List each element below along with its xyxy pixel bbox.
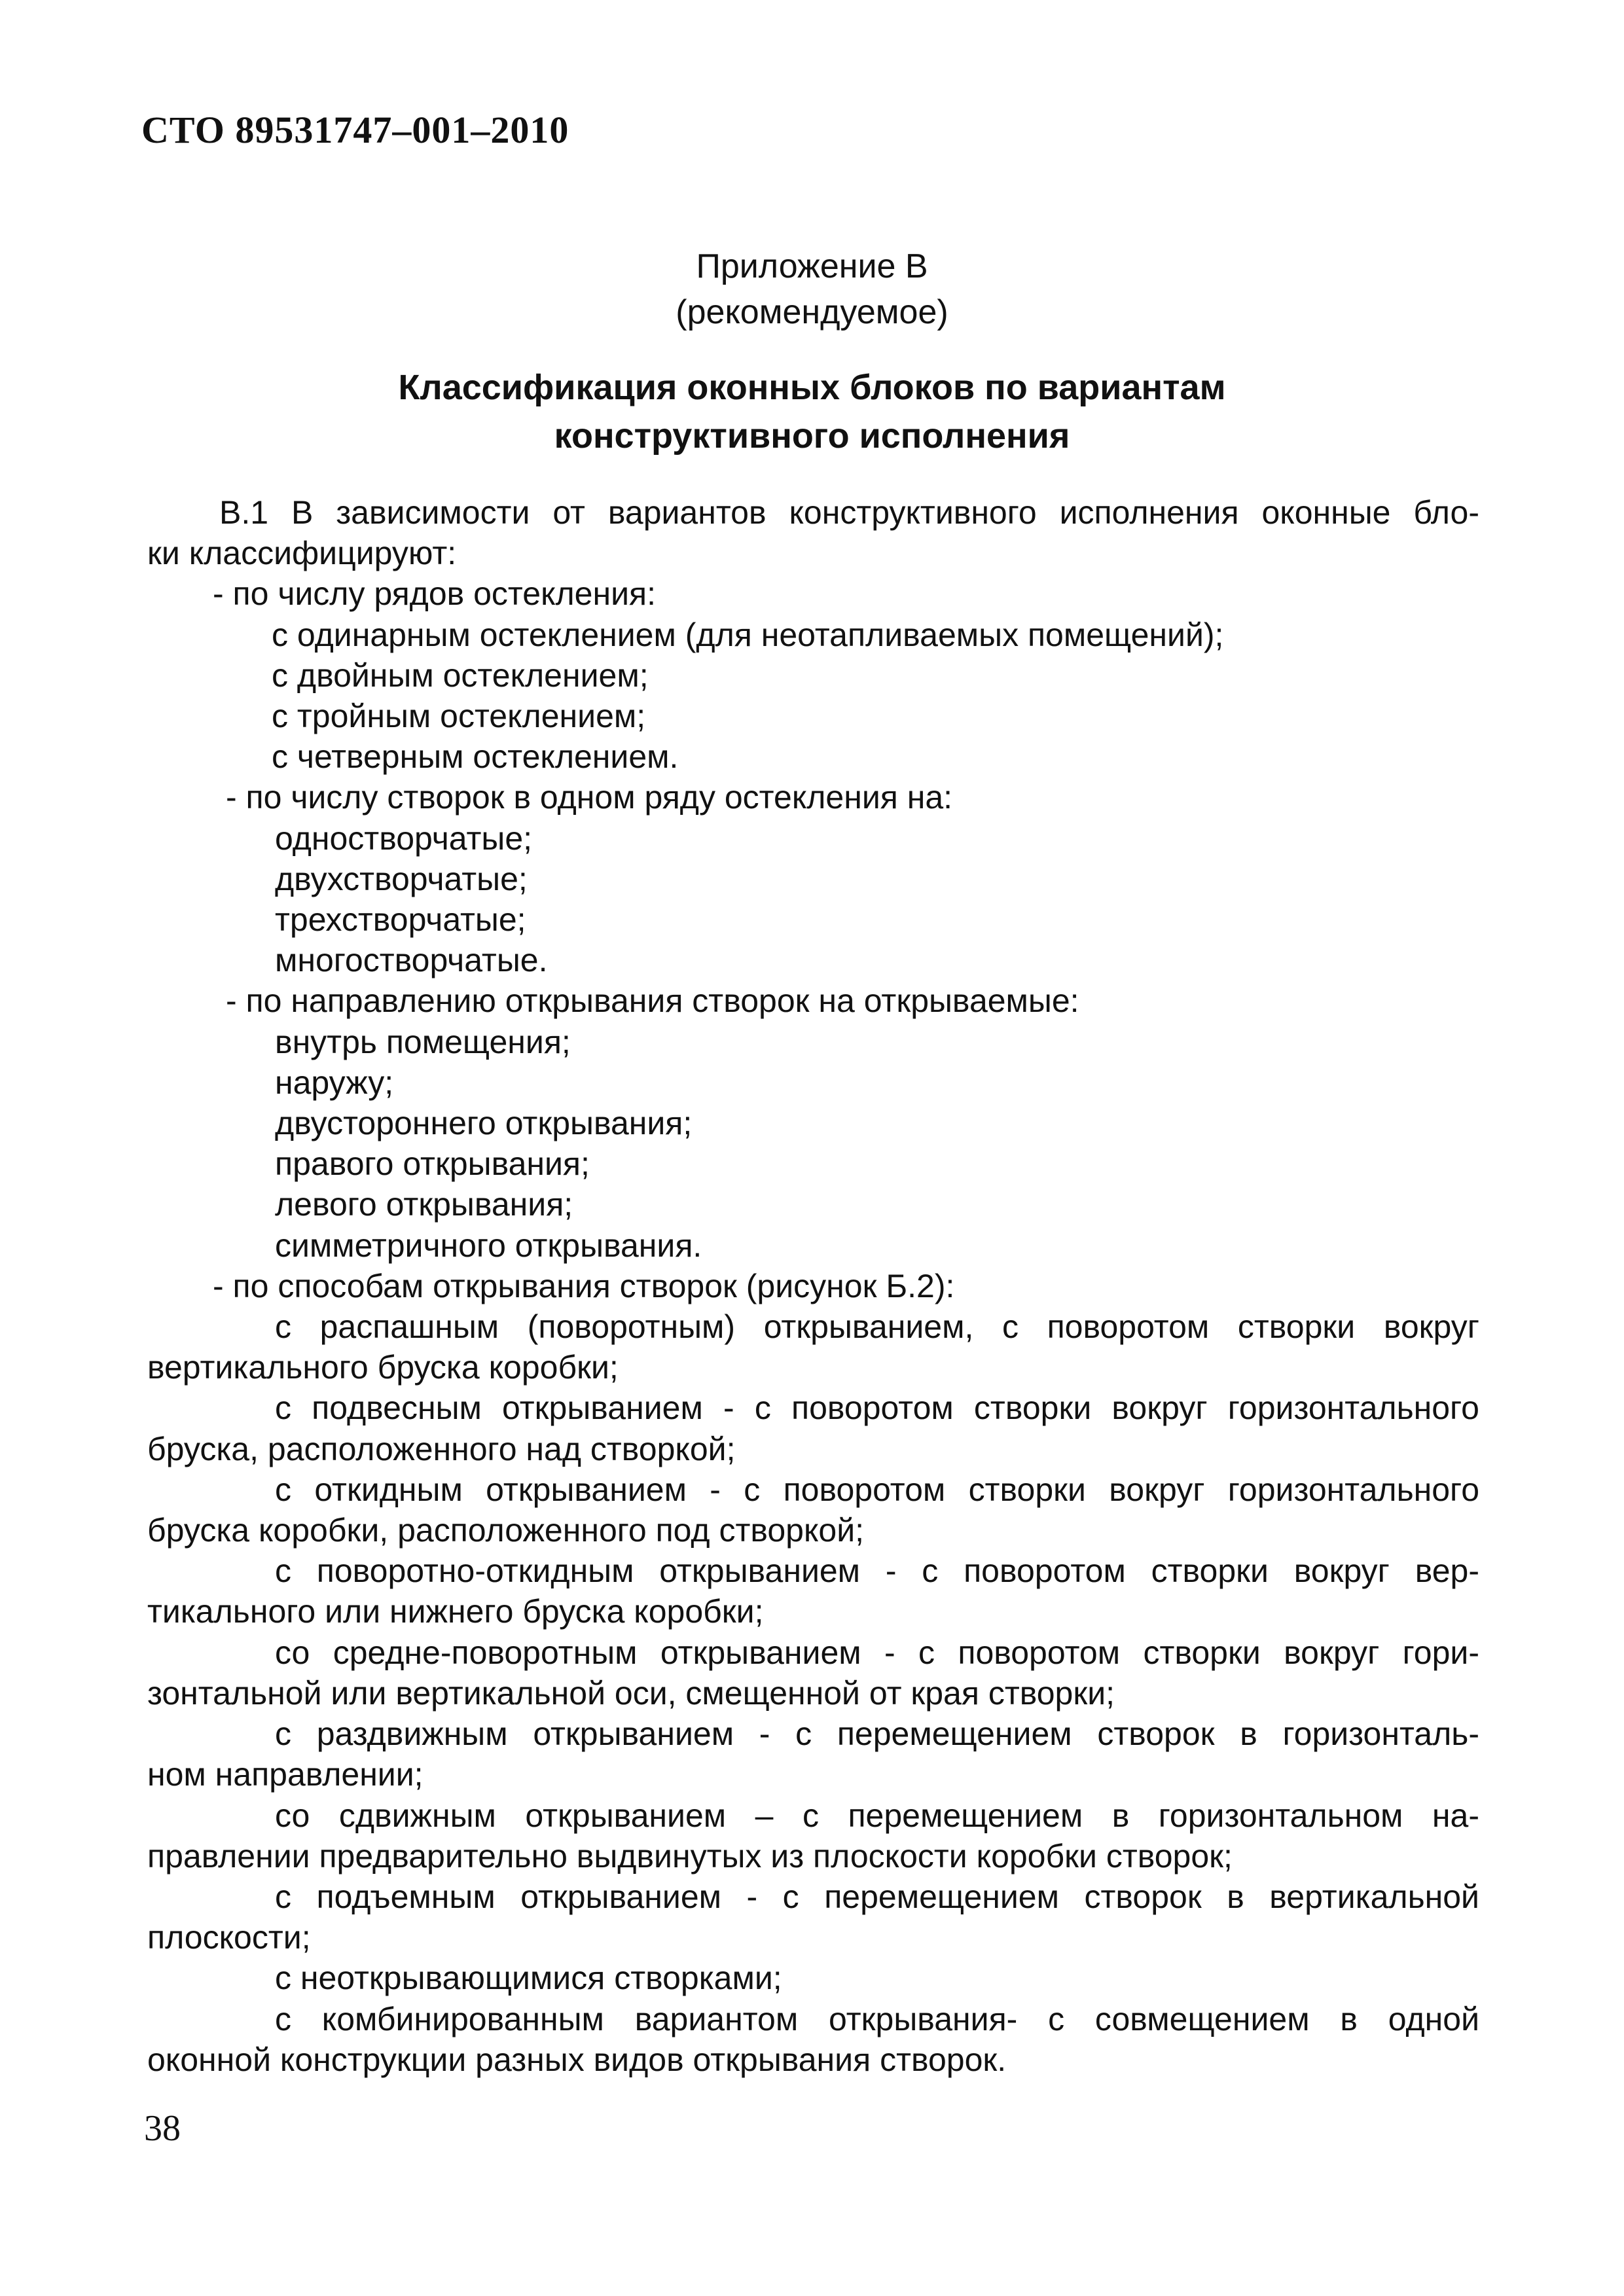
method-item-line-1: с неоткрывающимися створками; [275,1960,782,1997]
list-item: с одинарным остеклением (для неотапливаемых помещений); [272,616,1224,653]
list-item: двустороннего открывания; [275,1105,693,1142]
sashes-heading: - по числу створок в одном ряду остекления на: [226,779,953,816]
method-item-line-1: с раздвижным открыванием - с перемещением створок в горизонталь- [275,1715,1479,1753]
appendix-label: Приложение В [696,247,928,285]
list-item: с тройным остеклением; [272,698,646,735]
appendix-heading [0,243,1624,335]
method-item-line-1: с распашным (поворотным) открыванием, с поворотом створки вокруг [275,1308,1479,1346]
list-item: многостворчатые. [275,942,548,979]
method-item-line-2: тикального или нижнего бруска коробки; [147,1593,764,1630]
method-item-line-1: со сдвижным открыванием – с перемещением в горизонтальном на- [275,1797,1479,1834]
list-item: одностворчатые; [275,819,533,857]
list-item: симметричного открывания. [275,1227,702,1264]
appendix-kind: (рекомендуемое) [676,293,948,331]
list-item: с двойным остеклением; [272,656,649,694]
document-code: СТО 89531747–001–2010 [141,109,569,151]
list-item: внутрь помещения; [275,1023,571,1060]
methods-heading: - по способам открывания створок (рисунок Б.2): [213,1267,955,1304]
intro-line-1: В.1 В зависимости от вариантов конструктивного исполнения оконные бло- [219,494,1479,531]
page-number: 38 [144,2108,181,2149]
method-item-line-1: с откидным открыванием - с поворотом створки вокруг горизонтального [275,1471,1479,1508]
section-title-line-2: конструктивного исполнения [554,416,1070,456]
method-item-line-1: с подъемным открыванием - с перемещением створок в вертикальной [275,1878,1479,1915]
method-item-line-1: с поворотно-откидным открыванием - с поворотом створки вокруг вер- [275,1552,1479,1590]
method-item-line-2: ном направлении; [147,1756,424,1793]
method-item-line-2: правлении предварительно выдвинутых из плоскости коробки створок; [147,1837,1233,1874]
intro-line-2: ки классифицируют: [147,535,457,572]
list-item: левого открывания; [275,1186,573,1223]
document-body [147,492,1479,2080]
direction-heading: - по направлению открывания створок на открываемые: [226,982,1079,1020]
method-item-line-1: с комбинированным вариантом открывания- с совмещением в одной [275,2000,1479,2037]
list-item: с четверным остеклением. [272,738,679,776]
list-item: правого открывания; [275,1145,590,1183]
section-title [0,363,1624,460]
method-item-line-2: оконной конструкции разных видов открывания створок. [147,2041,1007,2078]
list-item: трехстворчатые; [275,901,526,939]
method-item-line-2: зонтальной или вертикальной оси, смещенной от края створки; [147,1674,1115,1712]
method-item-line-2: плоскости; [147,1919,311,1956]
method-item-line-1: с подвесным открыванием - с поворотом створки вокруг горизонтального [275,1390,1479,1427]
glazing-rows-heading: - по числу рядов остекления: [213,575,657,613]
method-item-line-2: бруска, расположенного над створкой; [147,1430,736,1467]
list-item: двухстворчатые; [275,860,528,897]
section-title-line-1: Классификация оконных блоков по вариантам [398,368,1226,407]
method-item-line-1: со средне-поворотным открыванием - с поворотом створки вокруг гори- [275,1634,1479,1671]
method-item-line-2: вертикального бруска коробки; [147,1349,619,1386]
method-item-line-2: бруска коробки, расположенного под створкой; [147,1512,865,1549]
list-item: наружу; [275,1064,394,1101]
